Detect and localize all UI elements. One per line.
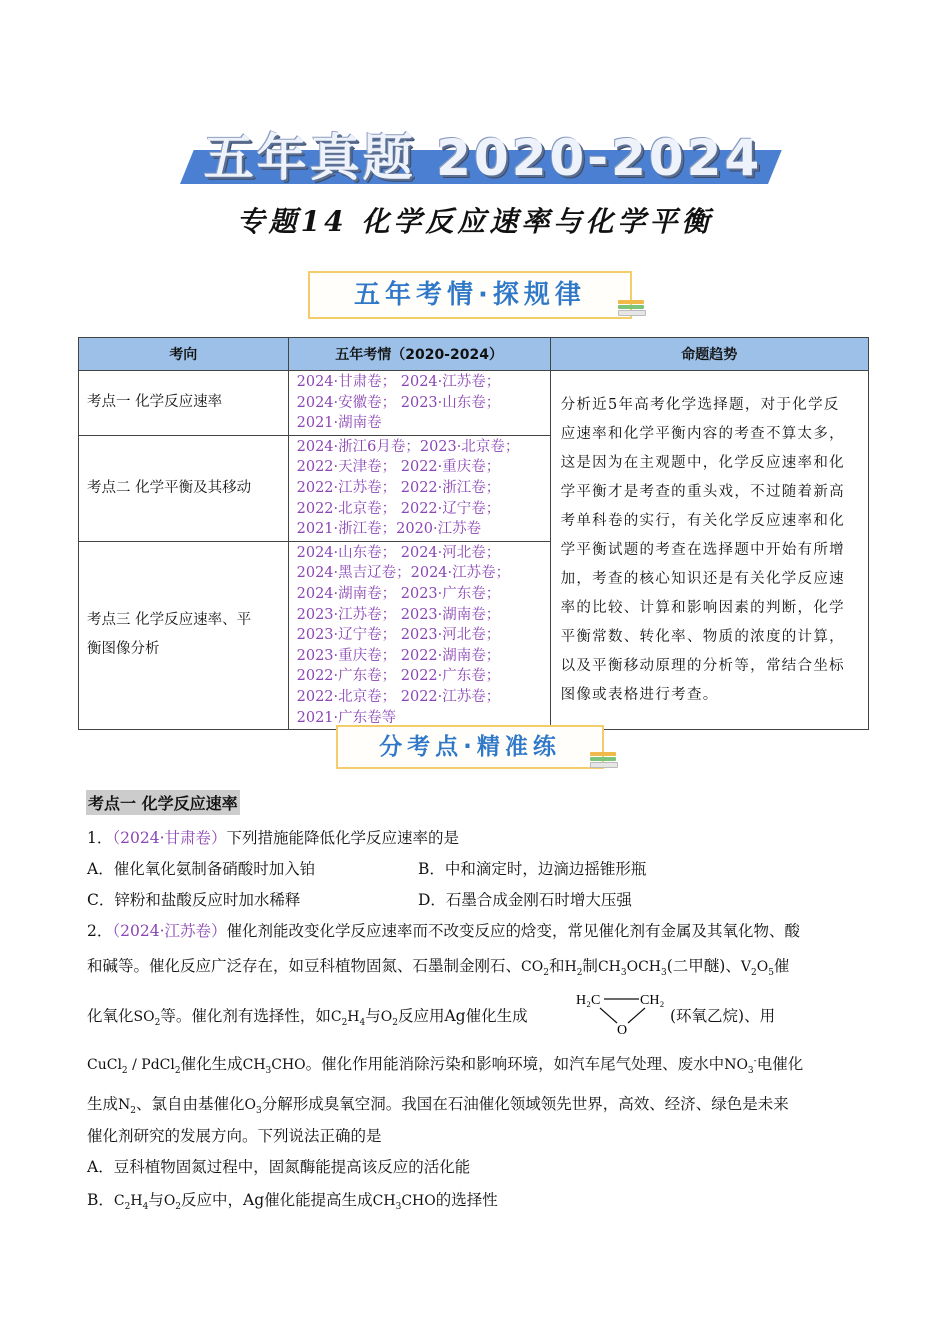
paper-line: 2022·江苏卷； 2022·浙江卷；: [296, 479, 501, 496]
section-title-trends: 五年考情·探规律: [354, 280, 586, 310]
paper-line: 2024·黑吉辽卷；2024·江苏卷；: [296, 565, 511, 582]
trend-line: 分析近5年高考化学选择题，对于化学反: [560, 396, 840, 413]
title-banner: [180, 118, 770, 186]
books-icon: [590, 752, 618, 770]
text-run: 和: [548, 957, 565, 975]
option-c: C．锌粉和盐酸反应时加水稀释: [87, 891, 301, 909]
section-box-practice: [336, 725, 604, 769]
formula-cucl2-pdcl2: CuCl$_2$ / PdCl$_2$: [87, 1057, 181, 1076]
paper-line: 2022·天津卷； 2022·重庆卷；: [296, 459, 501, 476]
formula-ch3cho: $CH_3CHO$: [242, 1057, 306, 1076]
formula-ch3cho: $CH_3CHO$: [372, 1193, 436, 1212]
epoxide-oxygen: O: [617, 1023, 628, 1038]
section-box-trends: [308, 271, 632, 319]
formula-o2: $O_2$: [163, 1193, 182, 1212]
paper-line: 2024·安徽卷； 2023·山东卷；: [296, 394, 501, 411]
paper-line: 2024·浙江6月卷；2023·北京卷；: [296, 438, 520, 455]
trend-cell: [550, 371, 868, 730]
epoxide-structure: [576, 988, 670, 1038]
question-1-stem: [87, 826, 459, 848]
paper-list-point-1: [288, 371, 550, 436]
question-number: 2．: [87, 922, 113, 940]
paper-list-point-2: [288, 435, 550, 541]
trend-line: 这是因为在主观题中，化学反应速率和化: [560, 454, 845, 471]
text-run: 。催化作用能消除污染和影响环境，如汽车尾气处理、废水中: [305, 1055, 725, 1073]
question-2-line-5: [87, 1092, 789, 1116]
point-line: 衡图像分析: [87, 641, 160, 658]
text-run: 、氯自由基催化: [136, 1095, 245, 1113]
question-2-line-1: [87, 919, 800, 941]
paper-line: 2024·湖南卷； 2023·广东卷；: [296, 585, 501, 602]
section-title-practice: 分考点·精准练: [379, 734, 561, 760]
formula-so2: $SO_2$: [133, 1009, 161, 1028]
table-row-point-2: 考点二 化学平衡及其移动: [79, 435, 289, 541]
formula-c2h4: $C_2H_4$: [330, 1009, 366, 1028]
question-2-line-3-tail: (环氧乙烷)、用: [670, 1007, 776, 1025]
paper-line: 2023·辽宁卷； 2023·河北卷；: [296, 627, 501, 644]
formula-o3: $O_3$: [244, 1097, 262, 1116]
text-run: 生成: [87, 1095, 119, 1113]
epoxide-bond: [628, 1008, 645, 1023]
text-run: 催: [773, 957, 790, 975]
question-2-line-2: [87, 954, 789, 978]
formula-h2: $H_2$: [564, 959, 583, 978]
paper-line: 2023·江苏卷； 2023·湖南卷；: [296, 606, 501, 623]
option-b: B．中和滴定时，边滴边摇锥形瓶: [418, 860, 647, 878]
formula-c2h4: $C_2H_4$: [113, 1193, 149, 1212]
trend-line: 应速率和化学平衡内容的考查不算太多，: [560, 425, 845, 442]
text-run: (二甲醚)、: [666, 957, 741, 975]
formula-no3: $NO_3^-$: [724, 1056, 757, 1076]
question-text: 下列措施能降低化学反应速率的是: [226, 829, 460, 847]
trend-line: 以及平衡移动原理的分析等，常结合坐标: [560, 657, 845, 674]
paper-line: 2024·山东卷； 2024·河北卷；: [296, 544, 501, 561]
trend-line: 加，考查的核心知识还是有关化学反应速: [560, 570, 845, 587]
table-header: 命题趋势: [550, 338, 868, 371]
trend-line: 图像或表格进行考查。: [560, 686, 719, 703]
text-run: 化氧化: [87, 1007, 134, 1025]
table-header: 考向: [79, 338, 289, 371]
formula-dimethyl-ether: $CH_3OCH_3$: [597, 959, 667, 978]
epoxide-h2c-left: H₂C: [576, 993, 601, 1008]
question-number: 1．: [87, 829, 113, 847]
formula-n2: $N_2$: [118, 1097, 136, 1116]
paper-line: 2021·湖南卷: [296, 415, 382, 432]
formula-v2o5: $V_2O_5$: [740, 959, 774, 978]
question-2-line-4: [87, 1052, 803, 1076]
text-run: 与: [365, 1007, 381, 1025]
trend-line: 学平衡才是考查的重头戏，不过随着新高: [560, 483, 845, 500]
table-row-point-1: 考点一 化学反应速率: [79, 371, 289, 436]
banner-title: 五年真题 2020-2024: [203, 129, 763, 187]
epoxide-h2c-right: CH₂: [640, 993, 665, 1008]
exam-summary-table: [78, 337, 869, 730]
text-run: 制: [582, 957, 598, 975]
paper-line: 2021·浙江卷；2020·江苏卷: [296, 521, 482, 538]
question-text: 催化剂能改变化学反应速率而不改变反应的焓变，常见催化剂有金属及其氧化物、酸: [226, 922, 801, 940]
table-row-point-3: [79, 541, 289, 729]
question-2-line-6: 催化剂研究的发展方向。下列说法正确的是: [87, 1127, 382, 1145]
table-header: 五年考情（2020-2024）: [288, 338, 550, 371]
text-run: 分解形成臭氧空洞。我国在石油催化领域领先世界，高效、经济、绿色是未来: [261, 1095, 789, 1113]
paper-line: 2024·甘肃卷； 2024·江苏卷；: [296, 374, 501, 390]
option-d: D．石墨合成金刚石时增大压强: [418, 891, 632, 909]
text-run: 电催化: [756, 1055, 804, 1073]
paper-line: 2021·广东卷等: [296, 709, 397, 726]
question-2-option-b: [87, 1188, 498, 1212]
epoxide-bond: [600, 1008, 617, 1023]
text-run: 催化生成: [180, 1055, 243, 1073]
paper-line: 2023·重庆卷； 2022·湖南卷；: [296, 647, 501, 664]
trend-line: 率的比较、计算和影响因素的判断，化学: [560, 599, 845, 616]
text-run: 的选择性: [435, 1191, 498, 1209]
text-run: 和碱等。催化反应广泛存在，如豆科植物固氮、石墨制金刚石、: [87, 957, 522, 975]
paper-line: 2022·北京卷； 2022·江苏卷；: [296, 688, 501, 705]
text-run: 反应中，Ag催化能提高生成: [181, 1191, 373, 1209]
books-icon: [618, 300, 646, 318]
formula-o2: $O_2$: [380, 1009, 398, 1028]
trend-line: 考单科卷的实行，有关化学反应速率和化: [560, 512, 845, 529]
text-run: 等。催化剂有选择性，如: [160, 1007, 331, 1025]
question-2-option-a: A．豆科植物固氮过程中，固氮酶能提高该反应的活化能: [87, 1158, 471, 1176]
subject-title: 专题14 化学反应速率与化学平衡: [236, 205, 714, 238]
question-source: （2024·甘肃卷）: [112, 829, 227, 847]
option-a: A．催化氧化氨制备硝酸时加入铂: [87, 860, 316, 878]
question-source: （2024·江苏卷）: [112, 922, 227, 940]
trend-line: 学平衡试题的考查在选择题中开始有所增: [560, 541, 845, 558]
point-line: 考点三 化学反应速率、平: [87, 612, 252, 629]
paper-line: 2022·北京卷； 2022·辽宁卷；: [296, 500, 501, 517]
paper-line: 2022·广东卷； 2022·广东卷；: [296, 668, 501, 685]
trend-line: 平衡常数、转化率、物质的浓度的计算，: [560, 628, 845, 645]
paper-list-point-3: [288, 541, 550, 729]
formula-co2: $CO_2$: [521, 959, 549, 978]
text-run: 反应用Ag催化生成: [397, 1007, 528, 1025]
text-run: 与: [148, 1191, 164, 1209]
text-run: B．: [87, 1191, 114, 1209]
question-2-line-3: [87, 1004, 528, 1028]
topic-heading: 考点一 化学反应速率: [86, 790, 240, 815]
